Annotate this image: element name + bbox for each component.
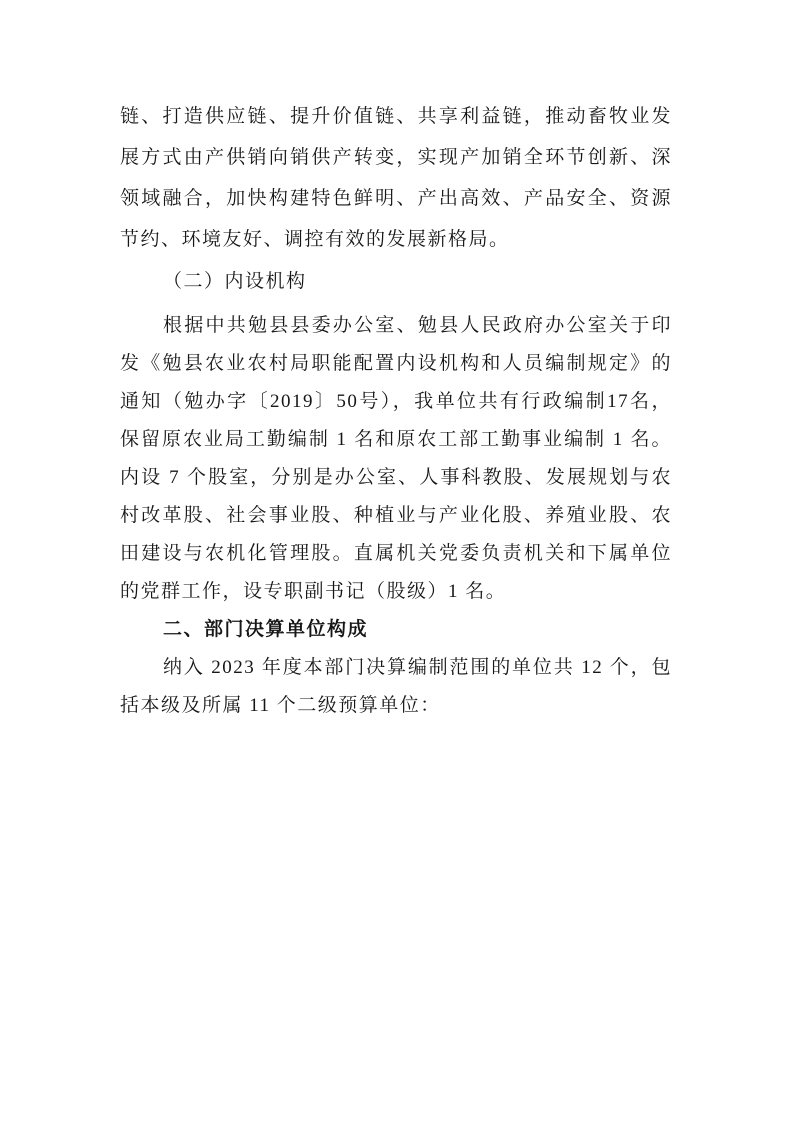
text-line: 纳入 2023 年度本部门决算编制范围的单位共 12 个，包 [163,657,672,678]
section-heading-budget-units: 二、部门决算单位构成 [163,619,369,640]
text-line: 田建设与农机化管理股。直属机关党委负责机关和下属单位 [120,543,672,564]
document-body [120,96,672,725]
section-heading-internal-structure: （二）内设机构 [163,271,307,292]
text-line: 的党群工作，设专职副书记（股级）1 名。 [120,581,507,602]
text-line: 展方式由产供销向销供产转变，实现产加销全环节创新、深 [120,147,672,168]
text-line: 括本级及所属 11 个二级预算单位： [120,695,441,716]
intro-paragraph [120,96,672,260]
text-line: 领域融合，加快构建特色鲜明、产出高效、产品安全、资源 [120,188,672,209]
text-line: 内设 7 个股室，分别是办公室、人事科教股、发展规划与农 [120,467,672,488]
text-line: 根据中共勉县县委办公室、勉县人民政府办公室关于印 [163,315,672,336]
text-line: 保留原农业局工勤编制 1 名和原农工部工勤事业编制 1 名。 [120,429,672,450]
text-line: 发《勉县农业农村局职能配置内设机构和人员编制规定》的 [120,353,672,374]
text-line: 链、打造供应链、提升价值链、共享利益链，推动畜牧业发 [120,106,672,127]
text-line: 村改革股、社会事业股、种植业与产业化股、养殖业股、农 [120,505,672,526]
text-line: 节约、环境友好、调控有效的发展新格局。 [120,229,510,250]
text-line: 通知（勉办字〔2019〕50号），我单位共有行政编制17名， [120,391,672,412]
internal-structure-paragraph [120,307,672,611]
budget-units-paragraph [120,649,672,725]
